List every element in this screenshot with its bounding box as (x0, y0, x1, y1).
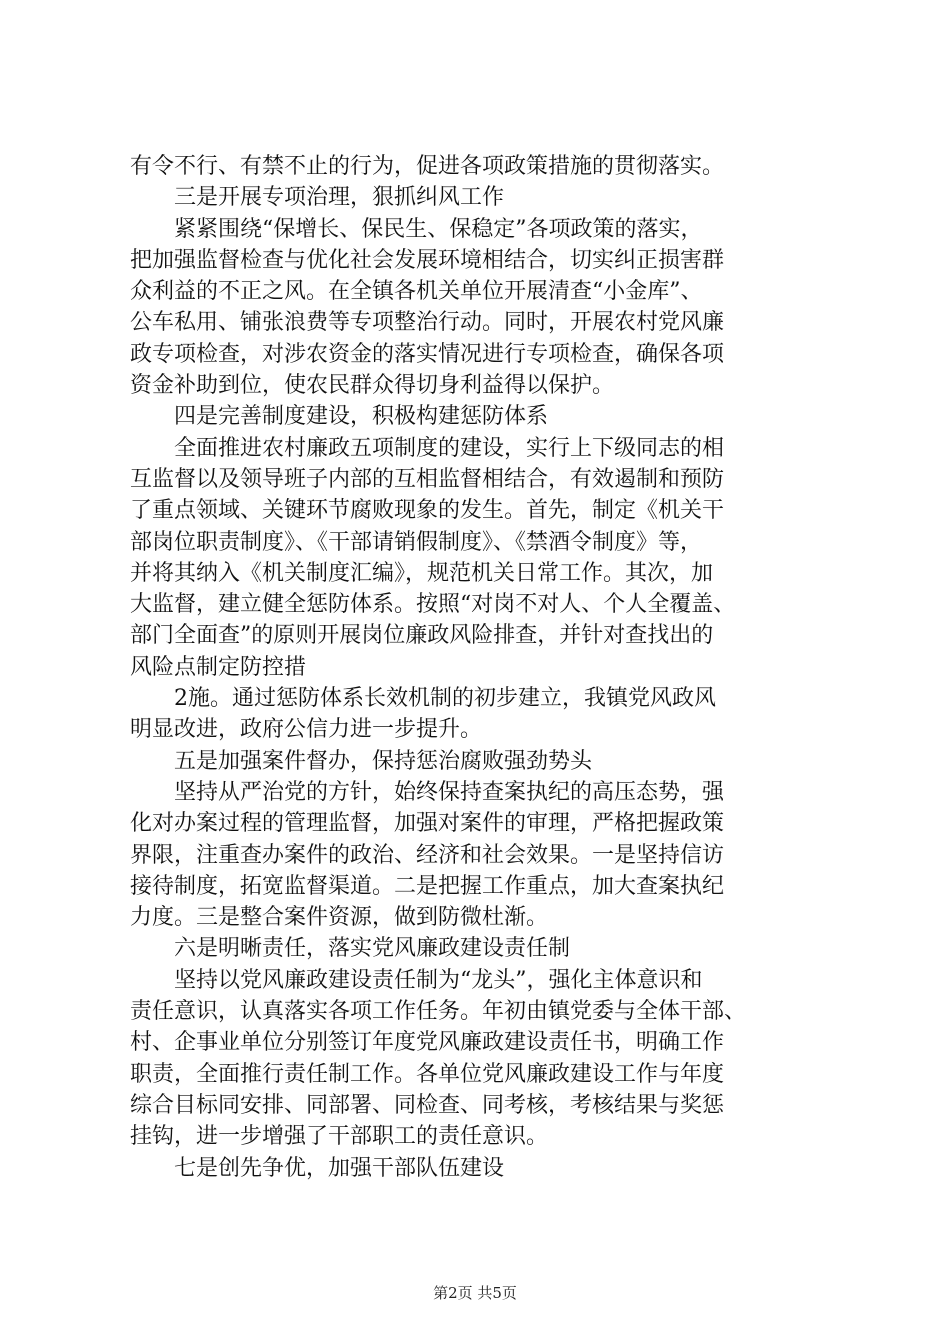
text-line: 全面推进农村廉政五项制度的建设，实行上下级同志的相 (174, 435, 725, 461)
section-heading-7: 七是创先争优，加强干部队伍建设 (174, 1155, 505, 1181)
text-line: 界限，注重查办案件的政治、经济和社会效果。一是坚持信访 (130, 842, 725, 868)
document-body (130, 151, 830, 1184)
text-line: 部门全面查”的原则开展岗位廉政风险排查，并针对查找出的 (130, 623, 714, 649)
text-line: 紧紧围绕“保增长、保民生、保稳定”各项政策的落实， (174, 216, 703, 242)
text-line: 众利益的不正之风。在全镇各机关单位开展清查“小金库”、 (130, 279, 703, 305)
text-line: 互监督以及领导班子内部的互相监督相结合，有效遏制和预防 (130, 466, 725, 492)
text-line: 风险点制定防控措 (130, 654, 307, 680)
text-line: 综合目标同安排、同部署、同检查、同考核，考核结果与奖惩 (130, 1092, 725, 1118)
text-line: 公车私用、铺张浪费等专项整治行动。同时，开展农村党风廉 (130, 310, 725, 336)
text-line: 力度。三是整合案件资源，做到防微杜渐。 (130, 905, 549, 931)
section-heading-4: 四是完善制度建设，积极构建惩防体系 (174, 404, 549, 430)
text-line: 了重点领域、关键环节腐败现象的发生。首先，制定《机关干 (130, 498, 725, 524)
text-line: 责任意识，认真落实各项工作任务。年初由镇党委与全体干部、 (130, 999, 747, 1025)
text-line: 明显改进，政府公信力进一步提升。 (130, 717, 483, 743)
section-heading-6: 六是明晰责任，落实党风廉政建设责任制 (174, 936, 571, 962)
page-number: 第2页 共5页 (433, 1284, 517, 1302)
section-heading-3: 三是开展专项治理，狠抓纠风工作 (174, 185, 505, 211)
text-line: 把加强监督检查与优化社会发展环境相结合，切实纠正损害群 (130, 247, 725, 273)
text-line: 资金补助到位，使农民群众得切身利益得以保护。 (130, 373, 615, 399)
text-line: 坚持从严治党的方针，始终保持查案执纪的高压态势，强 (174, 779, 725, 805)
text-line: 并将其纳入《机关制度汇编》，规范机关日常工作。其次，加 (130, 560, 714, 586)
text-line: 部岗位职责制度》、《干部请销假制度》、《禁酒令制度》等， (130, 529, 703, 555)
text-line: 政专项检查，对涉农资金的落实情况进行专项检查，确保各项 (130, 341, 725, 367)
text-line: 化对办案过程的管理监督，加强对案件的审理，严格把握政策 (130, 811, 725, 837)
page-footer (0, 1283, 950, 1303)
text-line: 2施。通过惩防体系长效机制的初步建立，我镇党风政风 (174, 686, 716, 712)
text-line: 职责，全面推行责任制工作。各单位党风廉政建设工作与年度 (130, 1061, 725, 1087)
text-line: 有令不行、有禁不止的行为，促进各项政策措施的贯彻落实。 (130, 154, 725, 179)
text-line: 接待制度，拓宽监督渠道。二是把握工作重点，加大查案执纪 (130, 873, 725, 899)
text-line: 挂钩，进一步增强了干部职工的责任意识。 (130, 1124, 549, 1150)
text-line: 村、企事业单位分别签订年度党风廉政建设责任书，明确工作 (130, 1030, 725, 1056)
text-line: 坚持以党风廉政建设责任制为“龙头”，强化主体意识和 (174, 967, 703, 993)
text-line: 大监督，建立健全惩防体系。按照“对岗不对人、个人全覆盖、 (130, 592, 736, 618)
section-heading-5: 五是加强案件督办，保持惩治腐败强劲势头 (174, 748, 593, 774)
